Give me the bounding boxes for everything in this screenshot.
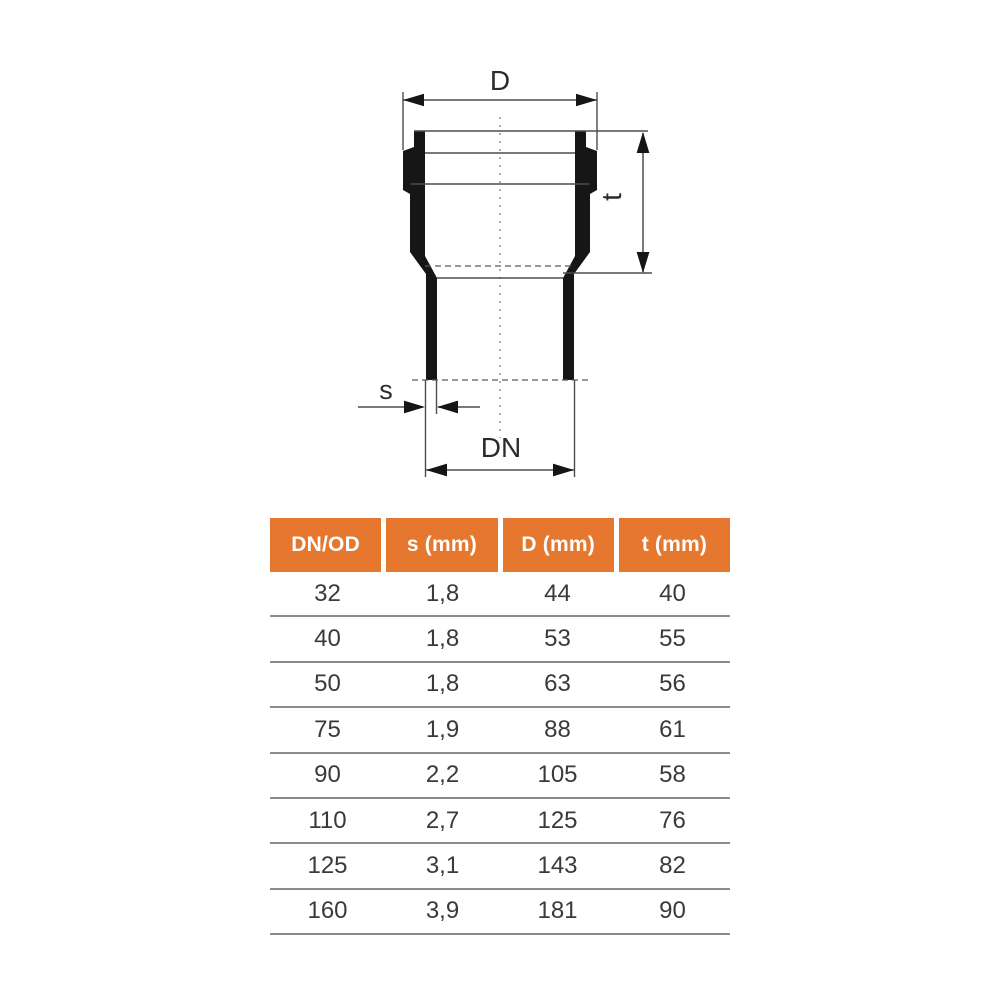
dim-d-arrow-left-icon bbox=[403, 94, 424, 106]
cell-t: 40 bbox=[659, 579, 686, 607]
dim-dn-arrow-left-icon bbox=[426, 464, 447, 477]
cell-t: 55 bbox=[659, 625, 686, 653]
dim-s-label: s bbox=[379, 375, 393, 405]
dimension-table bbox=[270, 518, 730, 935]
dim-s-arrow-right-icon bbox=[437, 401, 458, 414]
cell-s: 1,9 bbox=[425, 715, 460, 743]
cell-d: 181 bbox=[537, 897, 578, 925]
dim-dn-label: DN bbox=[480, 432, 522, 463]
cell-d: 63 bbox=[544, 670, 571, 698]
header-cell-t: t (mm) bbox=[619, 518, 730, 572]
cell-s: 3,9 bbox=[425, 897, 460, 925]
cell-d: 105 bbox=[537, 761, 578, 789]
header-cell-dn-od: DN/OD bbox=[270, 518, 381, 572]
cell-s: 1,8 bbox=[425, 579, 460, 607]
cell-t: 90 bbox=[659, 897, 686, 925]
table-body bbox=[270, 572, 730, 935]
socket-wall-right bbox=[563, 131, 597, 380]
dim-t-label: t bbox=[596, 193, 627, 201]
header-cell-s: s (mm) bbox=[386, 518, 497, 572]
cell-dn-od: 90 bbox=[314, 761, 341, 789]
table-row bbox=[270, 663, 730, 708]
cell-s: 2,7 bbox=[425, 806, 460, 834]
cell-d: 125 bbox=[537, 806, 578, 834]
table-header-row bbox=[270, 518, 730, 572]
cell-t: 82 bbox=[659, 852, 686, 880]
cell-dn-od: 125 bbox=[307, 852, 348, 880]
header-cell-d: D (mm) bbox=[503, 518, 614, 572]
dim-d-arrow-right-icon bbox=[576, 94, 597, 106]
cell-dn-od: 75 bbox=[314, 715, 341, 743]
dim-dn-arrow-right-icon bbox=[553, 464, 574, 477]
table-row bbox=[270, 708, 730, 753]
cell-t: 58 bbox=[659, 761, 686, 789]
dim-t-arrow-top-icon bbox=[637, 132, 650, 153]
cell-d: 143 bbox=[537, 852, 578, 880]
cell-d: 88 bbox=[544, 715, 571, 743]
socket-wall-left bbox=[403, 131, 437, 380]
table-row bbox=[270, 844, 730, 889]
cell-dn-od: 40 bbox=[314, 625, 341, 653]
table-row bbox=[270, 754, 730, 799]
cell-s: 2,2 bbox=[425, 761, 460, 789]
table-row bbox=[270, 890, 730, 935]
cell-dn-od: 32 bbox=[314, 579, 341, 607]
cell-t: 76 bbox=[659, 806, 686, 834]
cell-s: 1,8 bbox=[425, 625, 460, 653]
dim-d-label: D bbox=[489, 65, 511, 96]
cell-t: 56 bbox=[659, 670, 686, 698]
cell-t: 61 bbox=[659, 715, 686, 743]
table-row bbox=[270, 799, 730, 844]
cell-dn-od: 160 bbox=[307, 897, 348, 925]
cell-s: 1,8 bbox=[425, 670, 460, 698]
dim-t-arrow-bottom-icon bbox=[637, 252, 650, 273]
cell-dn-od: 110 bbox=[308, 806, 347, 834]
dim-s-arrow-left-icon bbox=[404, 401, 425, 414]
cell-d: 53 bbox=[544, 625, 571, 653]
table-row bbox=[270, 617, 730, 662]
cell-d: 44 bbox=[544, 579, 571, 607]
table-row bbox=[270, 572, 730, 617]
cell-s: 3,1 bbox=[425, 852, 460, 880]
cell-dn-od: 50 bbox=[314, 670, 341, 698]
